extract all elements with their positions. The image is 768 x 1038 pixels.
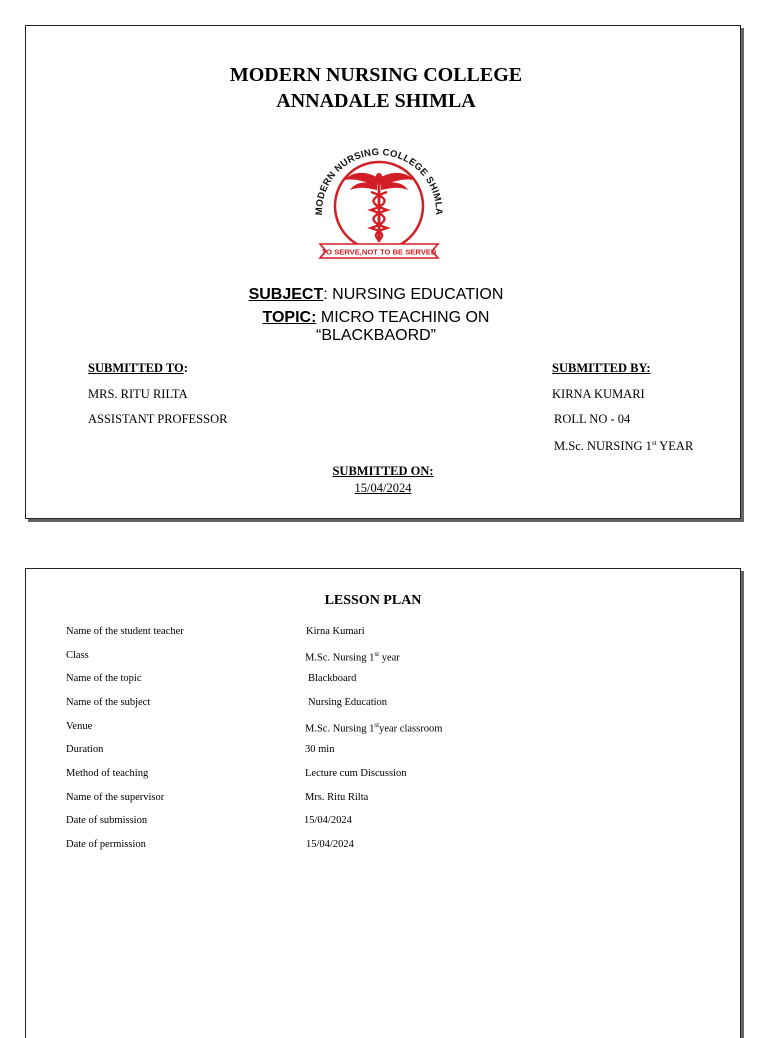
lesson-plan-page	[25, 568, 741, 1038]
lesson-plan-field-value: 30 min	[305, 744, 335, 755]
lesson-plan-field-label: Class	[66, 650, 89, 661]
submitted-on-date: 15/04/2024	[354, 481, 412, 495]
submitted-by-roll: ROLL NO - 04	[554, 412, 631, 426]
lesson-plan-field-value: Nursing Education	[308, 697, 388, 708]
lesson-plan-field-value: Blackboard	[308, 673, 357, 684]
lesson-plan-field-label: Duration	[66, 744, 104, 755]
submitted-to-name: MRS. RITU RILTA	[88, 387, 188, 401]
lesson-plan-field-label: Name of the topic	[66, 673, 142, 684]
college-logo	[304, 140, 454, 266]
college-location: ANNADALE SHIMLA	[276, 90, 476, 112]
submitted-to-label: SUBMITTED TO:	[88, 361, 188, 375]
subject-line	[26, 286, 726, 304]
lesson-plan-field-label: Name of the student teacher	[66, 626, 184, 637]
submitted-to-role: ASSISTANT PROFESSOR	[88, 412, 228, 426]
subject-label: SUBJECT	[248, 286, 324, 303]
logo-motto: TO SERVE,NOT TO BE SERVED	[321, 247, 437, 257]
college-name: MODERN NURSING COLLEGE	[229, 64, 523, 86]
submitted-by-label: SUBMITTED BY:	[552, 361, 651, 375]
lesson-plan-field-value: 15/04/2024	[306, 839, 354, 850]
cover-page	[25, 25, 741, 519]
topic-line	[26, 309, 726, 327]
lesson-plan-field-label: Method of teaching	[66, 768, 149, 779]
lesson-plan-field-label: Name of the supervisor	[66, 792, 165, 803]
lesson-plan-field-label: Name of the subject	[66, 697, 151, 708]
lesson-plan-field-value: Lecture cum Discussion	[305, 768, 407, 779]
lesson-plan-field-value: M.Sc. Nursing 1styear classroom	[305, 721, 443, 735]
lesson-plan-field-label: Date of submission	[66, 815, 148, 826]
lesson-plan-field-value: 15/04/2024	[304, 815, 352, 826]
lesson-plan-field-value: Kirna Kumari	[306, 626, 365, 637]
topic-value-continued: “BLACKBAORD”	[315, 327, 437, 344]
lesson-plan-title: LESSON PLAN	[324, 593, 422, 608]
logo-ring-text: MODERN NURSING COLLEGE SHIMLA	[313, 146, 445, 216]
lesson-plan-field-label: Venue	[66, 721, 93, 732]
topic-value: MICRO TEACHING ON	[316, 309, 490, 326]
submitted-by-name: KIRNA KUMARI	[552, 387, 645, 401]
subject-value: : NURSING EDUCATION	[323, 286, 504, 303]
lesson-plan-field-label: Date of permission	[66, 839, 146, 850]
submitted-by-course: M.Sc. NURSING 1st YEAR	[554, 439, 694, 454]
lesson-plan-field-value: Mrs. Ritu Rilta	[305, 792, 369, 803]
lesson-plan-field-value: M.Sc. Nursing 1st year	[305, 650, 400, 664]
topic-label: TOPIC:	[262, 309, 317, 326]
submitted-on-label: SUBMITTED ON:	[332, 464, 434, 478]
